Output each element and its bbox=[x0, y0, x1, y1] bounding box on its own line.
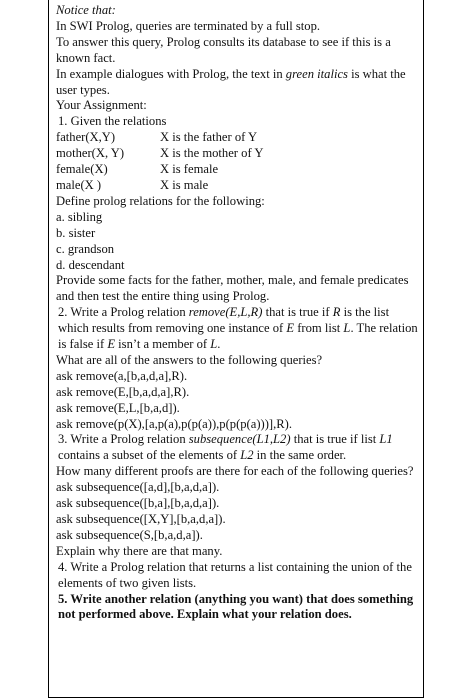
notice-heading: Notice that: bbox=[56, 3, 116, 17]
paragraph-full-stop: In SWI Prolog, queries are terminated by a full stop. bbox=[56, 18, 321, 33]
question-2-statement: 2. Write a Prolog relation remove(E,L,R) that is true if R is the list which results from removing one instance of E from list L. The relation is false if E isn’t a member of L. bbox=[58, 305, 418, 352]
assignment-heading: Your Assignment: bbox=[56, 98, 147, 113]
relation-row bbox=[56, 178, 420, 194]
question-3-prompt: How many different proofs are there for each of the following queries? bbox=[56, 464, 414, 479]
query-line: ask subsequence([X,Y],[b,a,d,a]). bbox=[56, 512, 226, 526]
relation-name: male(X ) bbox=[56, 177, 102, 192]
relation-row bbox=[56, 146, 420, 162]
paragraph-database: To answer this query, Prolog consults its database to see if this is a known fact. bbox=[56, 34, 391, 65]
question-1-intro: 1. Given the relations bbox=[58, 114, 167, 129]
query-line: ask remove(E,[b,a,d,a],R). bbox=[56, 384, 190, 399]
relation-name: female(X) bbox=[56, 162, 108, 177]
query-line: ask subsequence([a,d],[b,a,d,a]). bbox=[56, 480, 220, 495]
green-italics-term: green italics bbox=[285, 66, 348, 81]
relation-desc: X is the father of Y bbox=[160, 130, 258, 145]
list-item: d. descendant bbox=[56, 257, 125, 272]
query-line: ask subsequence([b,a],[b,a,d,a]). bbox=[56, 496, 220, 511]
relation-desc: X is male bbox=[160, 177, 209, 192]
relation-desc: X is the mother of Y bbox=[160, 146, 264, 161]
question-2-prompt: What are all of the answers to the following queries? bbox=[56, 352, 323, 367]
relation-desc: X is female bbox=[160, 162, 219, 177]
relation-row bbox=[56, 130, 420, 146]
paragraph-green-italics: In example dialogues with Prolog, the text in green italics is what the user types. bbox=[56, 66, 406, 97]
query-line: ask remove(p(X),[a,p(a),p(p(a)),p(p(p(a)))],R). bbox=[56, 416, 293, 431]
document-body bbox=[56, 3, 420, 623]
relations-table bbox=[56, 130, 420, 194]
list-item: b. sister bbox=[56, 225, 96, 240]
query-line: ask remove(E,L,[b,a,d]). bbox=[56, 400, 180, 415]
question-1-facts: Provide some facts for the father, mother, male, and female predicates and then test the entire thing using Prolog. bbox=[56, 273, 409, 304]
question-4: 4. Write a Prolog relation that returns a list containing the union of the elements of two given lists. bbox=[58, 559, 412, 590]
list-item: c. grandson bbox=[56, 241, 115, 256]
question-1-define: Define prolog relations for the following: bbox=[56, 193, 265, 208]
relation-row bbox=[56, 162, 420, 178]
list-item: a. sibling bbox=[56, 209, 103, 224]
question-3-statement: 3. Write a Prolog relation subsequence(L1,L2) that is true if list L1 contains a subset of the elements of L2 in the same order. bbox=[58, 432, 393, 463]
query-line: ask remove(a,[b,a,d,a],R). bbox=[56, 368, 188, 383]
relation-name: mother(X, Y) bbox=[56, 146, 125, 161]
question-5: 5. Write another relation (anything you want) that does something not performed above. Explain what your relation does. bbox=[58, 591, 414, 622]
query-line: ask subsequence(S,[b,a,d,a]). bbox=[56, 527, 203, 542]
relation-name: father(X,Y) bbox=[56, 130, 116, 145]
question-3-explain: Explain why there are that many. bbox=[56, 543, 223, 558]
